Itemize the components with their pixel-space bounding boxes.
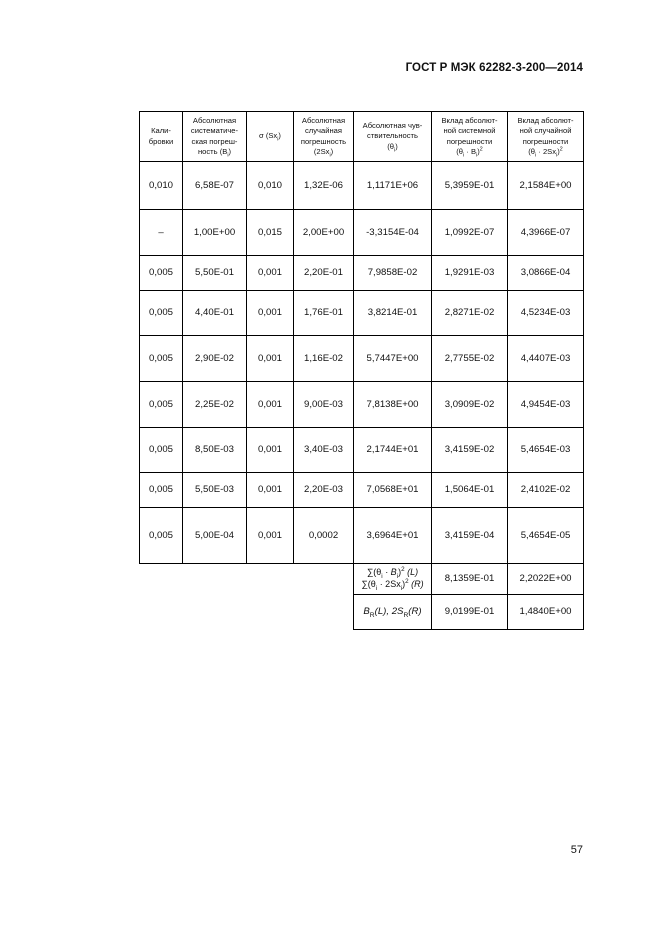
cell-systematic-error: 2,25E-02: [183, 382, 247, 428]
cell-sigma: 0,001: [247, 428, 294, 473]
cell-random-contribution: 4,4407E-03: [508, 336, 584, 382]
cell-systematic-error: 4,40E-01: [183, 291, 247, 336]
summary-row: [140, 564, 584, 595]
cell-systematic-contribution: 1,5064E-01: [432, 473, 508, 508]
document-header: ГОСТ Р МЭК 62282-3-200—2014: [405, 62, 583, 74]
table-row: [140, 428, 584, 473]
cell-calibration: 0,005: [140, 508, 183, 564]
header-random-contribution: Вклад абсолют- ной случайной погрешности $(\theta_i \cdot 2Sx_i)^2$: [508, 112, 584, 162]
cell-sigma: 0,001: [247, 336, 294, 382]
cell-random-error: 1,32E-06: [294, 162, 354, 210]
cell-systematic-error: 5,50E-01: [183, 256, 247, 291]
cell-systematic-contribution: 3,4159E-04: [432, 508, 508, 564]
page-number: 57: [570, 844, 583, 856]
cell-systematic-error: 5,50E-03: [183, 473, 247, 508]
header-random-error: Абсолютная случайная погрешность $(2Sx_i)$: [294, 112, 354, 162]
cell-systematic-contribution: 2,7755E-02: [432, 336, 508, 382]
cell-sensitivity: 3,6964E+01: [354, 508, 432, 564]
table-row: [140, 382, 584, 428]
cell-systematic-error: 6,58E-07: [183, 162, 247, 210]
cell-systematic-contribution: 1,9291E-03: [432, 256, 508, 291]
sum-random: 2,2022E+00: [508, 564, 584, 595]
header-sensitivity: Абсолютная чув- ствительность $(\theta_i)$: [354, 112, 432, 162]
header-calibration: Кали- бровки: [140, 112, 183, 162]
cell-random-error: 9,00E-03: [294, 382, 354, 428]
cell-calibration: 0,005: [140, 256, 183, 291]
cell-random-contribution: 4,5234E-03: [508, 291, 584, 336]
cell-random-contribution: 5,4654E-03: [508, 428, 584, 473]
cell-sigma: 0,001: [247, 291, 294, 336]
cell-sensitivity: 3,8214E-01: [354, 291, 432, 336]
cell-sensitivity: 2,1744E+01: [354, 428, 432, 473]
cell-random-error: 0,0002: [294, 508, 354, 564]
table-header-row: [140, 112, 584, 162]
cell-sigma: 0,015: [247, 210, 294, 256]
cell-calibration: 0,010: [140, 162, 183, 210]
cell-systematic-contribution: 3,0909E-02: [432, 382, 508, 428]
cell-random-contribution: 5,4654E-05: [508, 508, 584, 564]
header-systematic-error: Абсолютная систематиче- ская погреш- ность $(B_i)$: [183, 112, 247, 162]
cell-systematic-error: 5,00E-04: [183, 508, 247, 564]
cell-random-error: 3,40E-03: [294, 428, 354, 473]
cell-random-contribution: 4,9454E-03: [508, 382, 584, 428]
final-label: $B_R(L)$, $2S_R(R)$: [354, 595, 432, 630]
cell-systematic-error: 8,50E-03: [183, 428, 247, 473]
cell-systematic-error: 1,00E+00: [183, 210, 247, 256]
cell-random-contribution: 2,1584E+00: [508, 162, 584, 210]
cell-calibration: 0,005: [140, 382, 183, 428]
table-row: [140, 291, 584, 336]
header-sigma: σ $(Sx_i)$: [247, 112, 294, 162]
cell-calibration: 0,005: [140, 428, 183, 473]
header-systematic-contribution: Вклад абсолют- ной системной погрешности $(\theta_i \cdot B_i)^2$: [432, 112, 508, 162]
cell-sensitivity: -3,3154E-04: [354, 210, 432, 256]
table-row: [140, 336, 584, 382]
cell-sensitivity: 7,0568E+01: [354, 473, 432, 508]
cell-sigma: 0,001: [247, 508, 294, 564]
table-row: [140, 508, 584, 564]
cell-systematic-contribution: 3,4159E-02: [432, 428, 508, 473]
cell-sigma: 0,001: [247, 256, 294, 291]
table-row: [140, 162, 584, 210]
table-row: [140, 256, 584, 291]
cell-sensitivity: 5,7447E+00: [354, 336, 432, 382]
cell-random-contribution: 2,4102E-02: [508, 473, 584, 508]
cell-sigma: 0,001: [247, 473, 294, 508]
final-random: 1,4840E+00: [508, 595, 584, 630]
cell-random-contribution: 4,3966E-07: [508, 210, 584, 256]
sum-label: $\sum(\theta_i \cdot B_i)^2$ (L) $\sum(\theta_i \cdot 2Sx_i)^2$ (R): [354, 564, 432, 595]
cell-sigma: 0,001: [247, 382, 294, 428]
cell-systematic-contribution: 2,8271E-02: [432, 291, 508, 336]
cell-random-error: 2,00E+00: [294, 210, 354, 256]
table-row: [140, 473, 584, 508]
cell-systematic-error: 2,90E-02: [183, 336, 247, 382]
cell-random-error: 1,76E-01: [294, 291, 354, 336]
cell-sensitivity: 1,1171E+06: [354, 162, 432, 210]
cell-random-error: 2,20E-01: [294, 256, 354, 291]
cell-systematic-contribution: 5,3959E-01: [432, 162, 508, 210]
cell-calibration: 0,005: [140, 473, 183, 508]
final-row: [140, 595, 584, 630]
cell-random-contribution: 3,0866E-04: [508, 256, 584, 291]
sum-systematic: 8,1359E-01: [432, 564, 508, 595]
cell-random-error: 1,16E-02: [294, 336, 354, 382]
cell-calibration: –: [140, 210, 183, 256]
cell-sensitivity: 7,9858E-02: [354, 256, 432, 291]
uncertainty-table: [139, 111, 584, 630]
final-systematic: 9,0199E-01: [432, 595, 508, 630]
table-row: [140, 210, 584, 256]
cell-sigma: 0,010: [247, 162, 294, 210]
cell-random-error: 2,20E-03: [294, 473, 354, 508]
cell-calibration: 0,005: [140, 291, 183, 336]
cell-sensitivity: 7,8138E+00: [354, 382, 432, 428]
cell-systematic-contribution: 1,0992E-07: [432, 210, 508, 256]
cell-calibration: 0,005: [140, 336, 183, 382]
